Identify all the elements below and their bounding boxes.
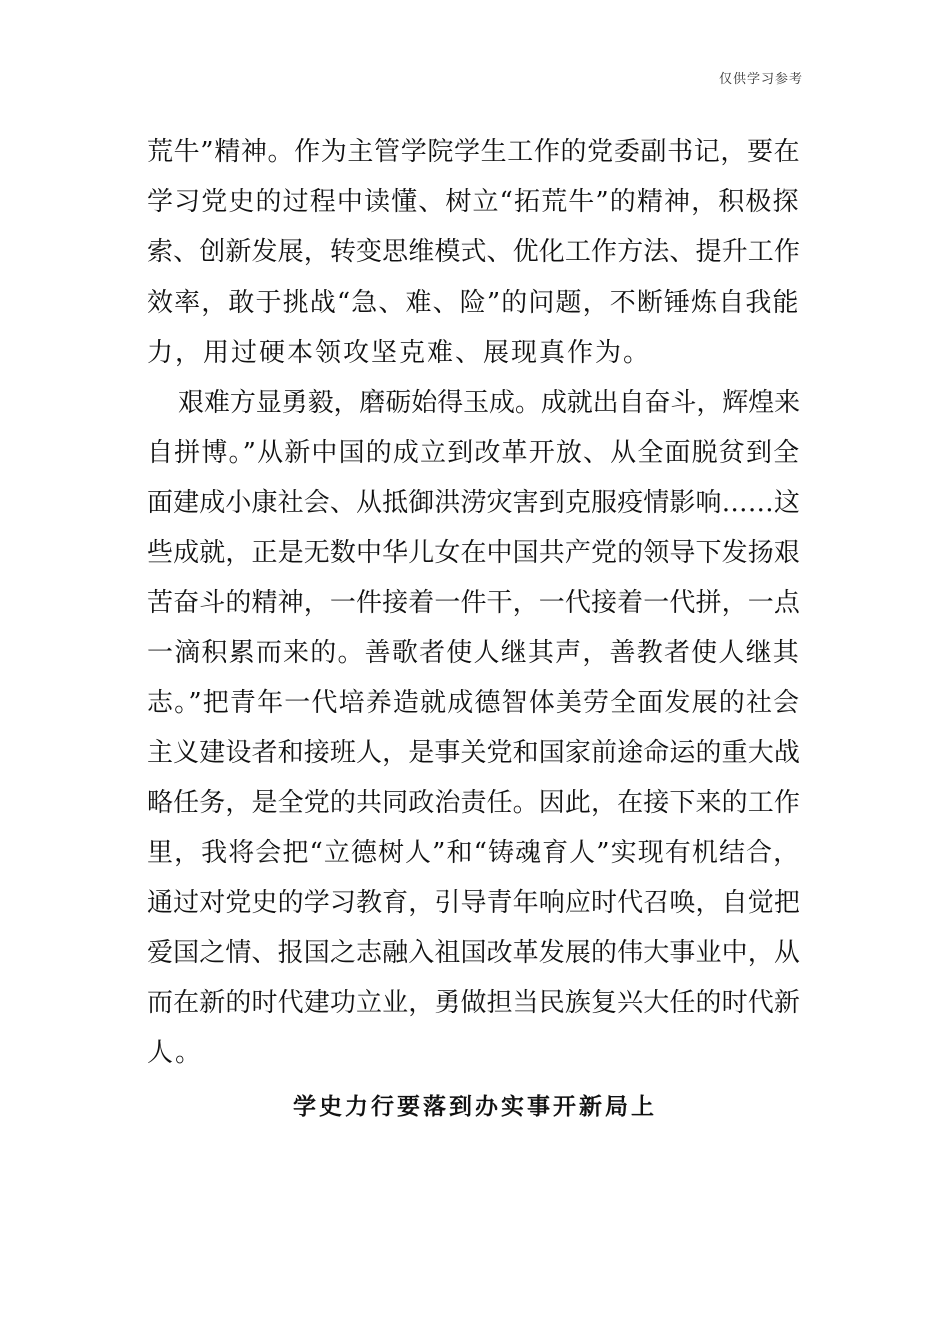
text-line: 爱国之情、报国之志融入祖国改革发展的伟大事业中，从 (147, 938, 801, 968)
text-line: 一滴积累而来的。善歌者使人继其声，善教者使人继其 (147, 638, 801, 668)
text-line: 荒牛”精神。作为主管学院学生工作的党委副书记，要在 (147, 137, 801, 167)
text-line: 志。”把青年一代培养造就成德智体美劳全面发展的社会 (147, 688, 801, 718)
header-note: 仅供学习参考 (718, 72, 803, 87)
text-line: 而在新的时代建功立业，勇做担当民族复兴大任的时代新 (147, 988, 801, 1018)
text-line: 面建成小康社会、从抵御洪涝灾害到克服疫情影响……这 (147, 488, 801, 518)
text-line: 索、创新发展，转变思维模式、优化工作方法、提升工作 (147, 237, 801, 267)
section-heading: 学史力行要落到办实事开新局上 (293, 1094, 657, 1120)
text-line: 自拼博。”从新中国的成立到改革开放、从全面脱贫到全 (147, 438, 801, 468)
text-line: 学习党史的过程中读懂、树立“拓荒牛”的精神，积极探 (147, 187, 800, 217)
text-line: 主义建设者和接班人，是事关党和国家前途命运的重大战 (147, 738, 801, 768)
text-line: 通过对党史的学习教育，引导青年响应时代召唤，自觉把 (147, 888, 801, 918)
text-line: 些成就，正是无数中华儿女在中国共产党的领导下发扬艰 (147, 538, 801, 568)
text-line: 苦奋斗的精神，一件接着一件干，一代接着一代拼，一点 (147, 588, 801, 618)
text-line: 略任务，是全党的共同政治责任。因此，在接下来的工作 (147, 788, 801, 818)
text-line: 里，我将会把“立德树人”和“铸魂育人”实现有机结合， (147, 838, 801, 868)
text-line: 人。 (147, 1038, 204, 1068)
text-line: 力，用过硬本领攻坚克难、展现真作为。 (147, 338, 652, 368)
text-line: 艰难方显勇毅，磨砺始得玉成。成就出自奋斗，辉煌来 (178, 388, 801, 418)
text-line: 效率，敢于挑战“急、难、险”的问题，不断锤炼自我能 (147, 288, 800, 318)
